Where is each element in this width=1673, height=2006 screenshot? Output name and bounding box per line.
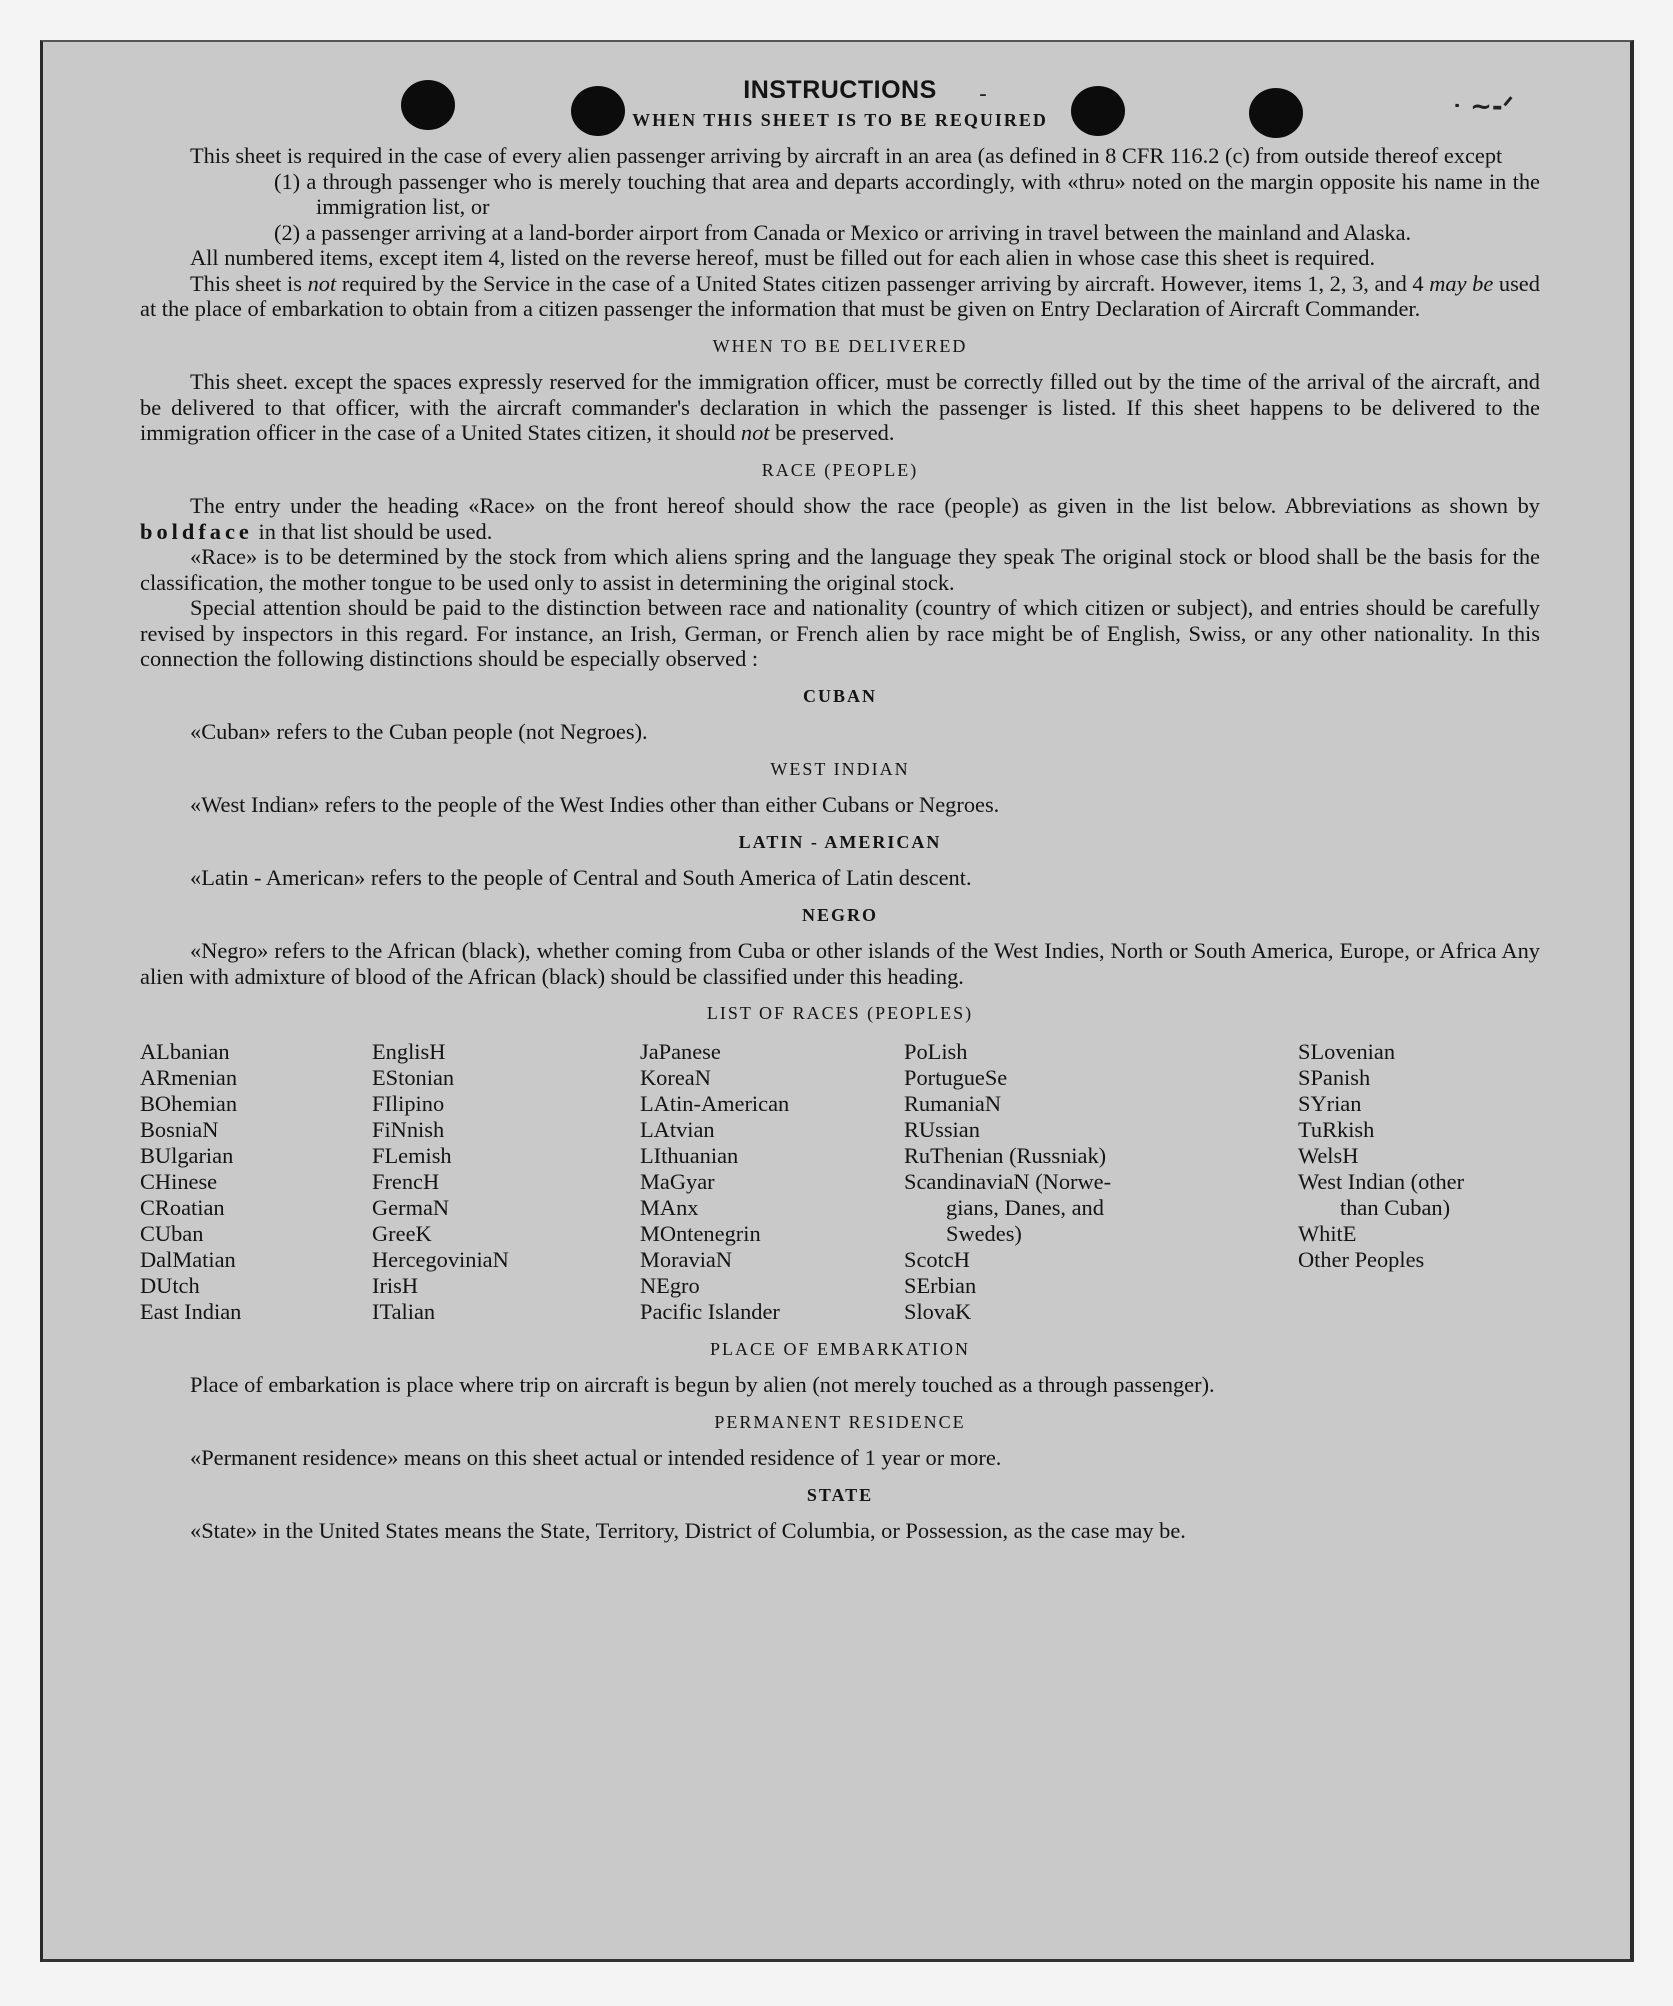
italic-text: not [740, 420, 770, 445]
race-entry: IrisH [372, 1272, 419, 1298]
section-heading-required: WHEN THIS SHEET IS TO BE REQUIRED [632, 109, 1048, 130]
section-heading-race: RACE (PEOPLE) [761, 459, 919, 480]
race-entry: CHinese [140, 1168, 218, 1194]
race-entry: EnglisH [372, 1038, 446, 1064]
text-run: The entry under the heading «Race» on the front hereof should show the race (people) as given in the list below. Abbreviations as shown by [190, 493, 1540, 518]
race-entry: BosniaN [140, 1116, 219, 1142]
race-entry: RuThenian (Russniak) [904, 1142, 1107, 1168]
paragraph: «Cuban» refers to the Cuban people (not Negroes). [190, 719, 648, 744]
race-entry-continued: Swedes) [946, 1220, 1022, 1246]
race-entry: SlovaK [904, 1298, 972, 1324]
race-entry: Pacific Islander [640, 1298, 780, 1324]
section-heading-west-indian: WEST INDIAN [770, 758, 910, 779]
race-entry: West Indian (other [1298, 1168, 1465, 1194]
race-entry: ScotcH [904, 1246, 970, 1272]
paragraph: Special attention should be paid to the distinction between race and nationality (country of which citizen or subject), and entries should be carefully revised by inspectors in this regard. For instance, an Irish, German, or French alien by race might be of English, Swiss, or any other nationality. In this connection the following distinctions should be especially observed : [140, 595, 1540, 671]
race-entry: MaGyar [640, 1168, 715, 1194]
race-entry: ITalian [372, 1298, 436, 1324]
title-mark: - [979, 82, 987, 107]
race-entry: FLemish [372, 1142, 452, 1168]
section-heading-cuban: CUBAN [802, 685, 877, 706]
race-entry: WhitE [1298, 1220, 1357, 1246]
race-entry: CUban [140, 1220, 204, 1246]
race-entry: FiNnish [372, 1116, 445, 1142]
paragraph: «Negro» refers to the African (black), whether coming from Cuba or other islands of the West Indies, North or South America, Europe, or Africa Any alien with admixture of blood of the African (black) should be classified under this heading. [140, 938, 1540, 989]
enumerated-item: (2) a passenger arriving at a land-border airport from Canada or Mexico or arriving in travel between the mainland and Alaska. [274, 219, 1412, 245]
race-entry: ScandinaviaN (Norwe- [904, 1168, 1112, 1194]
text-run: This sheet is [190, 270, 302, 296]
race-entry: CRoatian [140, 1194, 225, 1220]
race-entry: HercegoviniaN [372, 1246, 509, 1272]
paragraph [140, 493, 1540, 544]
race-entry: FIlipino [372, 1090, 445, 1116]
race-entry-continued: gians, Danes, and [946, 1194, 1104, 1220]
race-entry: TuRkish [1298, 1116, 1375, 1142]
section-heading-delivered: WHEN TO BE DELIVERED [712, 335, 968, 356]
races-column [904, 1039, 1298, 1325]
paragraph: Place of embarkation is place where trip on aircraft is begun by alien (not merely touched as a through passenger). [190, 1372, 1215, 1397]
italic-text: not [307, 270, 337, 296]
race-entry: PortugueSe [904, 1064, 1008, 1090]
race-entry: PoLish [904, 1038, 968, 1064]
text-run: in that list should be used. [258, 518, 493, 544]
text-run: required by the Service in the case of a United States citizen passenger arriving by aircraft. However, items 1, 2, 3, and 4 [341, 270, 1424, 296]
section-heading-embarkation: PLACE OF EMBARKATION [709, 1338, 971, 1359]
races-column [372, 1039, 640, 1325]
races-column [1298, 1039, 1538, 1325]
document-title: INSTRUCTIONS [743, 76, 937, 104]
paragraph: «Permanent residence» means on this sheet actual or intended residence of 1 year or more. [190, 1445, 1002, 1470]
section-heading-negro: NEGRO [801, 904, 878, 925]
race-entry: ARmenian [140, 1064, 238, 1090]
race-entry: MoraviaN [640, 1246, 733, 1272]
paragraph [140, 271, 1540, 322]
race-entry: LAtin-American [640, 1090, 790, 1116]
enumerated-item: (1) a through passenger who is merely touching that area and departs accordingly, with «thru» noted on the margin opposite his name in the immigration list, or [274, 168, 1540, 219]
race-entry: GermaN [372, 1194, 450, 1220]
race-entry: ALbanian [140, 1038, 230, 1064]
race-entry: SLovenian [1298, 1038, 1396, 1064]
race-entry: KoreaN [640, 1064, 711, 1090]
race-entry: FrencH [372, 1168, 440, 1194]
paragraph: This sheet is required in the case of every alien passenger arriving by aircraft in an area (as defined in 8 CFR 116.2 (c) from outside thereof except [190, 143, 1503, 168]
race-entry: LIthuanian [640, 1142, 739, 1168]
race-entry: JaPanese [640, 1038, 721, 1064]
paragraph: «Race» is to be determined by the stock from which aliens spring and the language they speak The original stock or blood shall be the basis for the classification, the mother tongue to be used only to assist in determining the original stock. [140, 544, 1540, 595]
race-entry: Other Peoples [1298, 1246, 1425, 1272]
race-entry: East Indian [140, 1298, 242, 1324]
races-list [140, 1039, 1540, 1325]
race-entry: MAnx [640, 1194, 699, 1220]
section-heading-latin-american: LATIN - AMERICAN [738, 831, 942, 852]
races-column [140, 1039, 372, 1325]
race-entry-continued: than Cuban) [1340, 1194, 1451, 1220]
race-entry: RUssian [904, 1116, 980, 1142]
section-heading-state: STATE [806, 1484, 874, 1505]
section-heading-list-of-races: LIST OF RACES (PEOPLES) [706, 1003, 974, 1023]
paragraph: «West Indian» refers to the people of the West Indies other than either Cubans or Negroes. [190, 792, 1000, 817]
paragraph [140, 369, 1540, 446]
section-heading-residence: PERMANENT RESIDENCE [714, 1411, 966, 1432]
race-entry: WelsH [1298, 1142, 1359, 1168]
race-entry: SPanish [1298, 1064, 1371, 1090]
boldface-text: boldface [140, 518, 253, 544]
races-column [640, 1039, 904, 1325]
paragraph: All numbered items, except item 4, listed on the reverse hereof, must be filled out for each alien in whose case this sheet is required. [190, 245, 1376, 270]
race-entry: SErbian [904, 1272, 977, 1298]
race-entry: MOntenegrin [640, 1220, 761, 1246]
race-entry: DUtch [140, 1272, 200, 1298]
race-entry: NEgro [640, 1272, 700, 1298]
race-entry: SYrian [1298, 1090, 1362, 1116]
italic-text: may be [1429, 270, 1494, 296]
document-body [140, 78, 1540, 1544]
race-entry: BOhemian [140, 1090, 238, 1116]
race-entry: RumaniaN [904, 1090, 1002, 1116]
race-entry: BUlgarian [140, 1142, 234, 1168]
paragraph: «State» in the United States means the State, Territory, District of Columbia, or Possession, as the case may be. [190, 1518, 1186, 1543]
text-run: be preserved. [775, 420, 895, 445]
text-run: used at the place of embarkation to obtain from a citizen passenger the information that must be given on Entry Declaration of Aircraft Commander. [140, 270, 1540, 321]
race-entry: EStonian [372, 1064, 455, 1090]
race-entry: GreeK [372, 1220, 432, 1246]
race-entry: LAtvian [640, 1116, 715, 1142]
text-run: This sheet. except the spaces expressly reserved for the immigration officer, must be correctly filled out by the time of the arrival of the aircraft, and be delivered to that officer, with the aircraft commander's declaration in which the passenger is listed. If this sheet happens to be delivered to the immigration officer in the case of a United States citizen, it should [140, 369, 1540, 445]
paragraph: «Latin - American» refers to the people of Central and South America of Latin descent. [190, 865, 972, 890]
corner-handwritten-mark: ᐧ ~-ᐟ [1453, 92, 1514, 122]
race-entry: DalMatian [140, 1246, 236, 1272]
